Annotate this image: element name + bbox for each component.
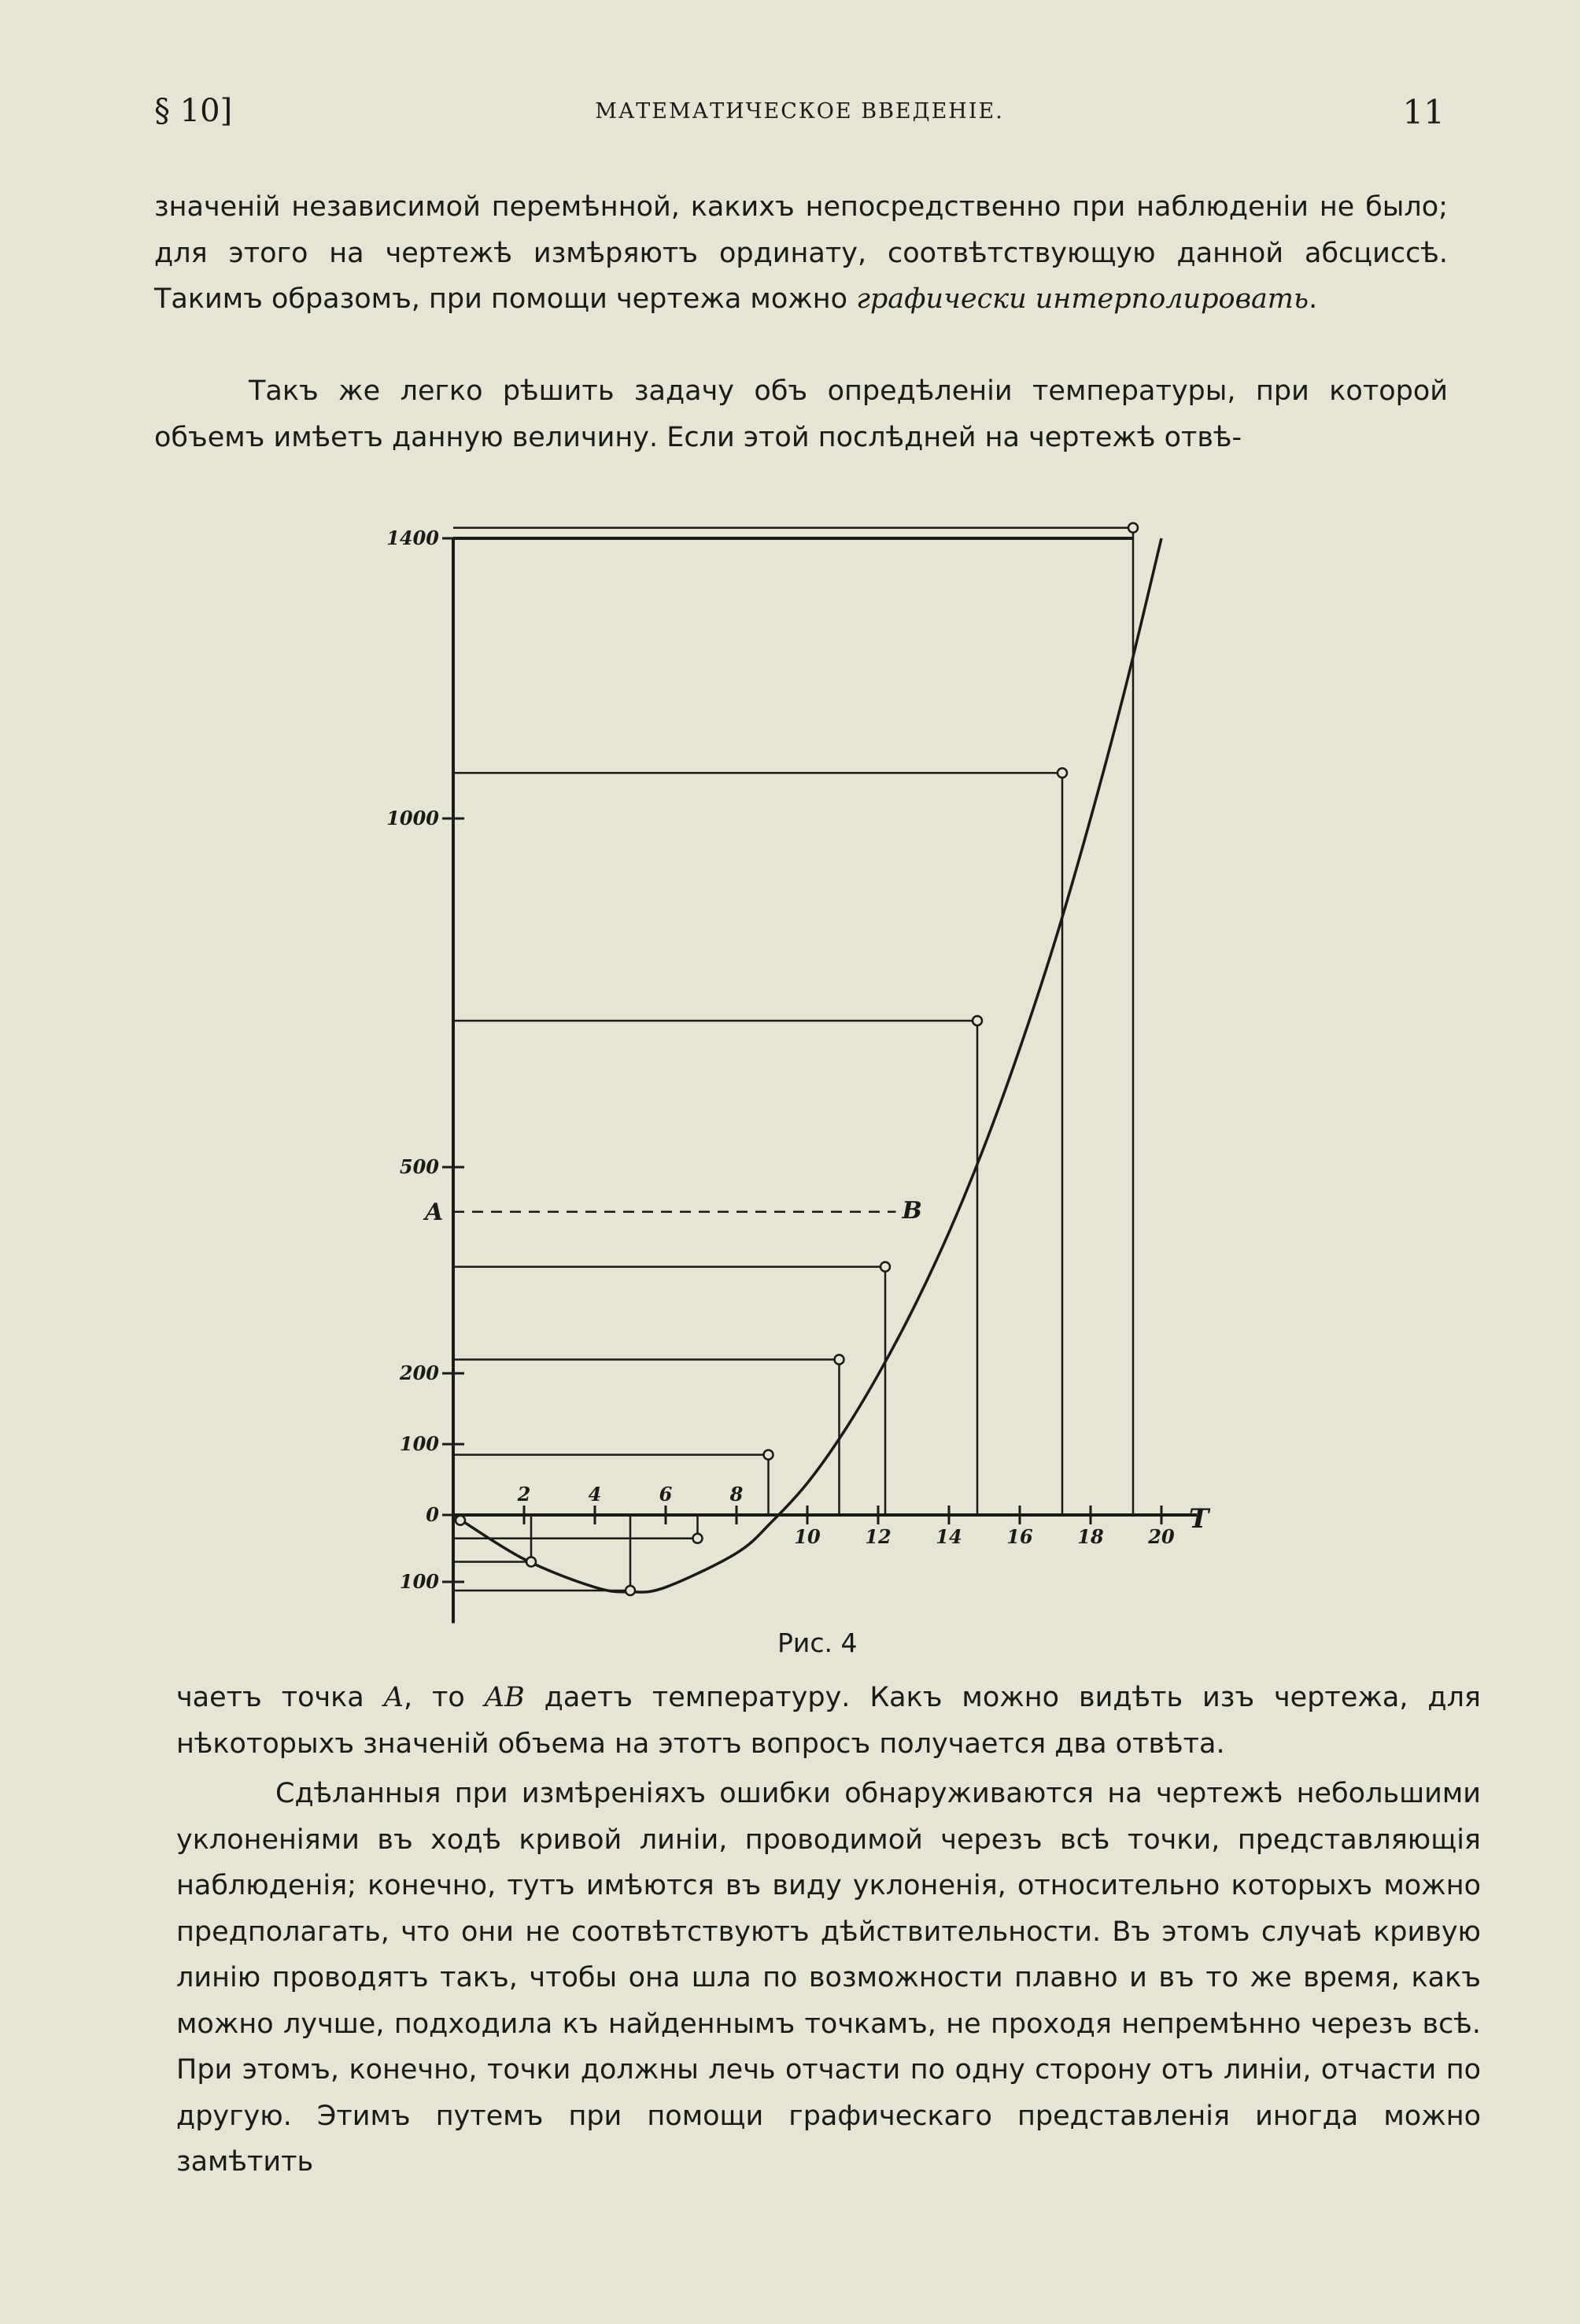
volume-temperature-curve [453, 538, 1161, 1592]
paragraph-text: , то [403, 1682, 485, 1713]
running-title: МАТЕМАТИЧЕСКОЕ ВВЕДЕНІЕ. [595, 99, 1004, 124]
y-tick-label: 1000 [386, 807, 439, 829]
x-tick-label: 6 [659, 1483, 673, 1506]
x-tick-label: 18 [1077, 1525, 1104, 1548]
paragraph-text: значеній независимой перемѣнной, какихъ непосредственно при наблюденіи не было; для этого на чертежѣ измѣряютъ ординату, соотвѣтствующую данной абсциссѣ. Такимъ образомъ, при помощи чертежа можно [154, 191, 1448, 315]
paragraph-end: . [1309, 283, 1318, 315]
section-number: § 10] [154, 93, 233, 129]
observation-point [1128, 523, 1138, 533]
y-tick-label: 0 [426, 1503, 439, 1526]
figure-caption: Рис. 4 [777, 1628, 858, 1658]
paragraph-interpolation [154, 184, 1448, 323]
x-tick-label: 16 [1006, 1525, 1033, 1548]
paragraph-two-answers [176, 1675, 1481, 1767]
observation-point [1058, 768, 1067, 778]
x-tick-label: 14 [936, 1525, 962, 1548]
y-tick-label: 1400 [386, 527, 439, 549]
point-a-ref: A [383, 1682, 404, 1713]
x-tick-label: 4 [588, 1483, 602, 1506]
y-tick-label: 500 [399, 1155, 439, 1178]
observation-point [764, 1450, 773, 1460]
observation-point [835, 1355, 844, 1365]
paragraph-errors: Сдѣланныя при измѣреніяхъ ошибки обнаруживаются на чертежѣ небольшими уклоненіями въ ходѣ кривой линіи, проводимой черезъ всѣ точки, представляющія наблюденія; конечно, тутъ имѣются въ виду уклоненія, относительно которыхъ можно предполагать, что они не соотвѣтствуютъ дѣйствительности. Въ этомъ случаѣ кривую линію проводятъ такъ, чтобы она шла по возможности плавно и въ то же время, какъ можно лучше, подходила къ найденнымъ точкамъ, не проходя непремѣнно черезъ всѣ. При этомъ, конечно, точки должны лечь отчасти по одну сторону отъ линіи, отчасти по другую. Этимъ путемъ при помощи графическаго представленія иногда можно замѣтить [176, 1778, 1481, 2178]
x-tick-label: 20 [1148, 1525, 1175, 1548]
x-tick-label: 8 [729, 1483, 744, 1506]
x-tick-label: 2 [517, 1483, 531, 1506]
observation-point [526, 1557, 536, 1567]
y-tick-label: 100 [399, 1570, 439, 1593]
paragraph-text: даетъ температуру. Какъ можно видѣть изъ чертежа, для нѣкоторыхъ значеній объема на этотъ вопросъ получается два отвѣта. [176, 1682, 1481, 1760]
segment-ab-ref: AB [484, 1682, 525, 1713]
x-axis-label: T [1189, 1503, 1209, 1535]
x-tick-label: 10 [794, 1525, 821, 1548]
running-header [154, 93, 1445, 140]
y-tick-label: 100 [399, 1432, 439, 1455]
paragraph-inverse-problem: Такъ же легко рѣшить задачу объ опредѣленіи температуры, при которой объемъ имѣетъ данную величину. Если этой послѣдней на чертежѣ отвѣ- [154, 375, 1448, 453]
observation-point [973, 1016, 982, 1025]
y-tick-label: 200 [399, 1362, 439, 1384]
point-b-label: B [902, 1196, 922, 1225]
observation-point [626, 1586, 635, 1595]
italic-term: графически интерполировать [856, 283, 1309, 315]
x-tick-label: 12 [865, 1525, 892, 1548]
page-number: 11 [1402, 93, 1445, 131]
observation-point [880, 1262, 890, 1272]
paragraph-text: чаетъ точка [176, 1682, 384, 1713]
point-a-label: A [425, 1198, 444, 1226]
observation-point [456, 1516, 465, 1525]
observation-point [693, 1534, 703, 1543]
